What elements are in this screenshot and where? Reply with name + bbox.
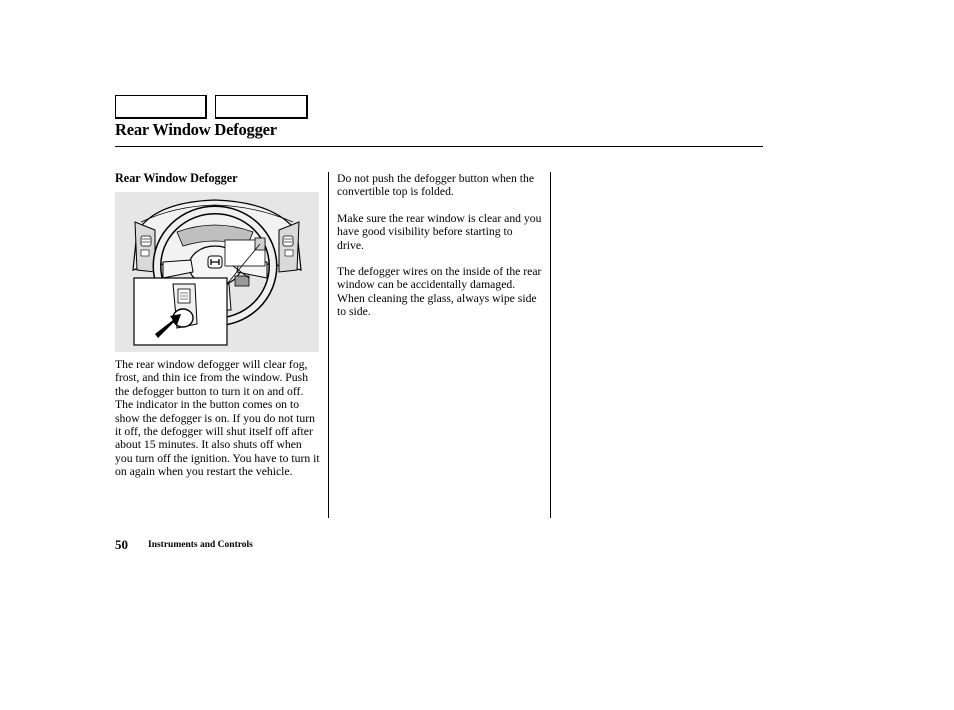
column-divider	[328, 172, 329, 518]
body-paragraph: The rear window defogger will clear fog, frost, and thin ice from the window. Push the defogger button to turn it on and off. The indicator in the button comes on to show the defogger is on. If you do not turn it off, the defogger will shut itself off after about 15 minutes. It also shuts off when you turn off the ignition. You have to turn it on again when you restart the vehicle.	[115, 358, 320, 479]
dashboard-illustration	[115, 192, 319, 352]
page-number: 50	[115, 537, 128, 552]
page-title: Rear Window Defogger	[115, 120, 277, 139]
cleaning-paragraph: The defogger wires on the inside of the rear window can be accidentally damaged. When cleaning the glass, always wipe side to side.	[337, 265, 542, 319]
section-heading: Rear Window Defogger	[115, 171, 238, 185]
nav-tab-box[interactable]	[215, 95, 308, 119]
column-divider	[550, 172, 551, 518]
section-footer: Instruments and Controls	[148, 540, 253, 550]
visibility-paragraph: Make sure the rear window is clear and you have good visibility before starting to drive.	[337, 212, 542, 252]
nav-tab-box[interactable]	[115, 95, 207, 119]
steering-wheel-icon	[115, 192, 319, 352]
caution-paragraph: Do not push the defogger button when the convertible top is folded.	[337, 172, 535, 199]
title-divider	[115, 146, 763, 147]
